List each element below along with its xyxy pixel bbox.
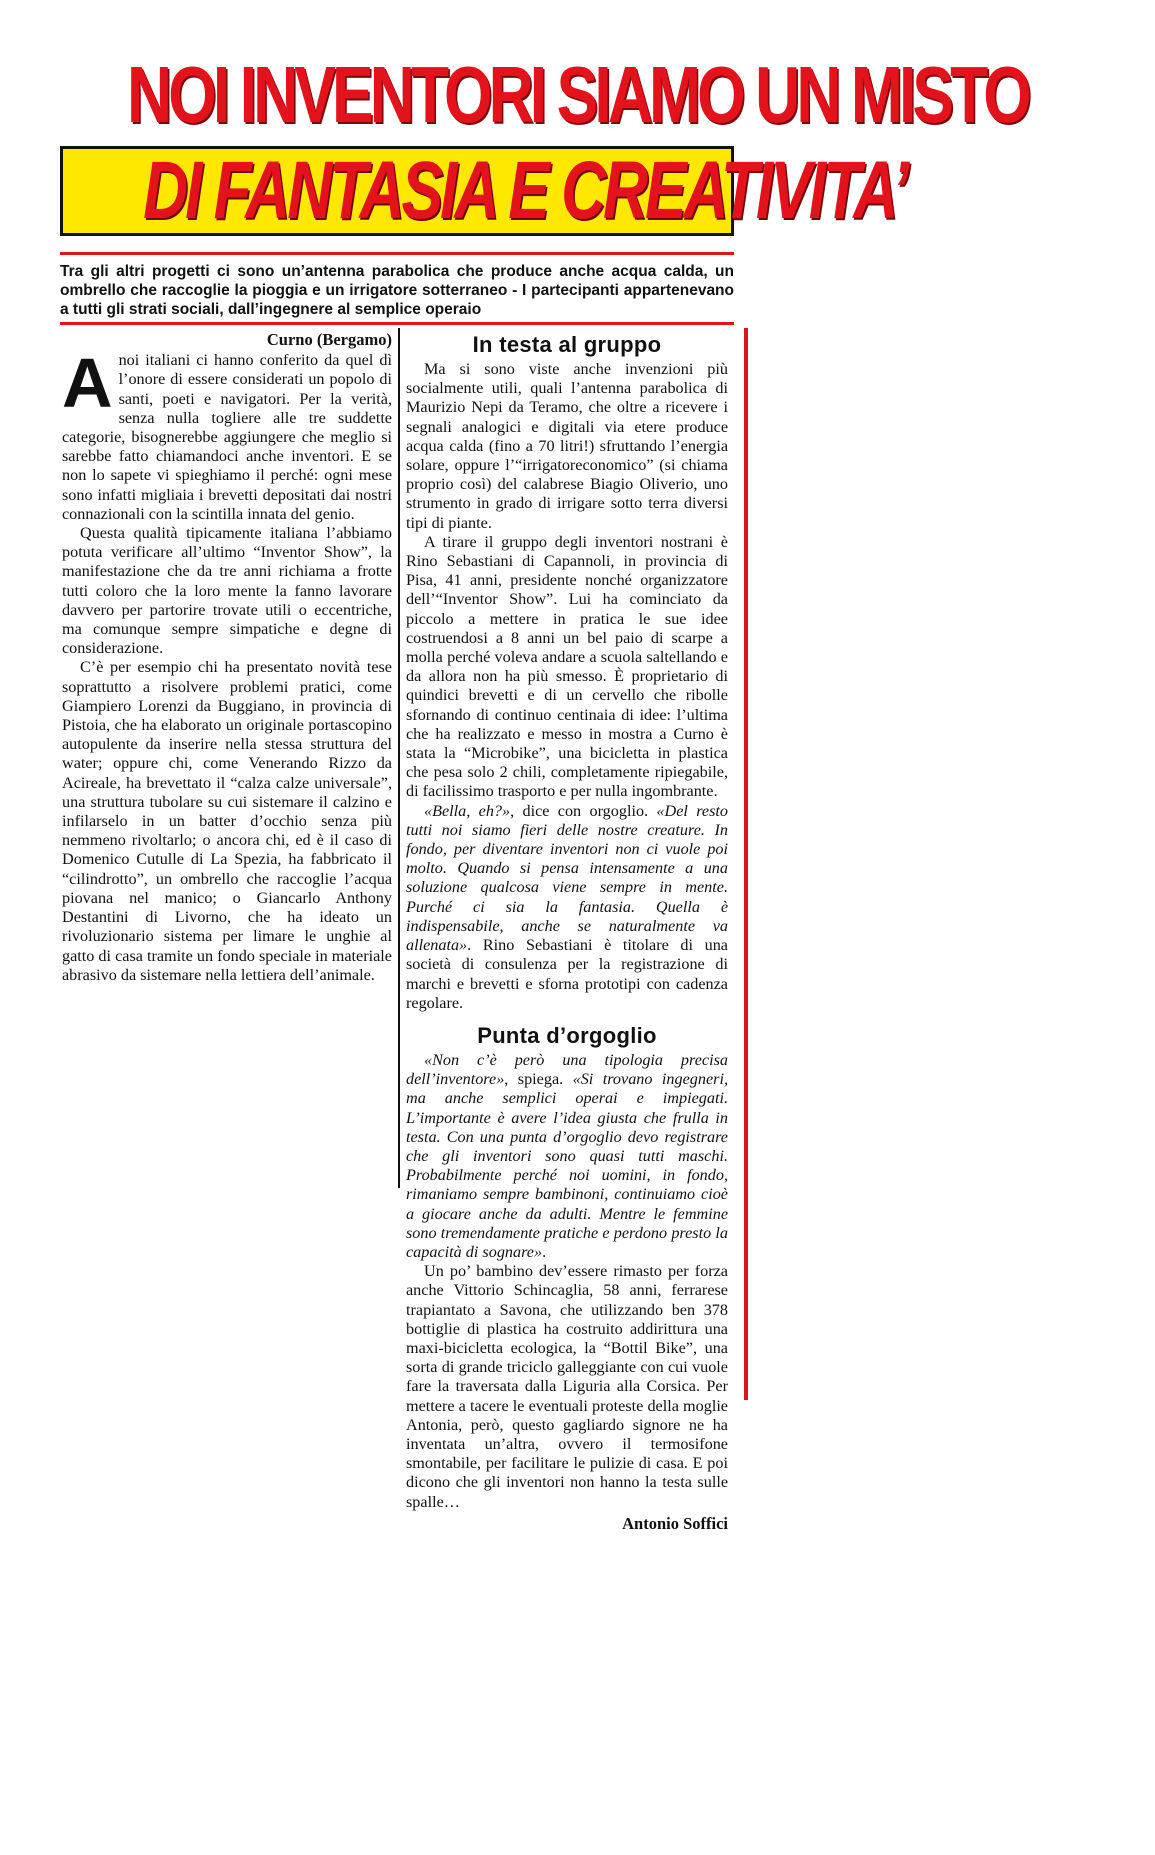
column-divider [398,328,400,1188]
paragraph-text: . [542,1242,547,1261]
subhead-red-rule [60,322,734,325]
article-paragraph: Un po’ bambino dev’essere rimasto per forza anche Vittorio Schincaglia, 58 anni, ferrarese trapiantato a Savona, che utilizzando ben 378 bottiglie di plastica ha costruito addirittura una maxi-bicicletta ecologica, la “Bottil Bike”, una sorta di grande triciclo galleggiante con cui vuole fare la traversata dalla Liguria alla Corsica. Per mettere a tacere le eventuali proteste della moglie Antonia, però, questo gagliardo signore ne ha inventata un’altra, ovvero il termosifone smontabile, per facilitare le pulizie di casa. E poi dicono che gli inventori non hanno la testa sulle spalle… [406,1262,728,1511]
paragraph-text: , spiega. [504,1070,573,1089]
paragraph-text: . Rino Sebastiani è titolare di una società di consulenza per la registrazione di marchi e brevetti e sforna prototipi con cadenza regolare. [406,936,728,1012]
subheadline: Tra gli altri progetti ci sono un’antenna parabolica che produce anche acqua calda, un ombrello che raccoglie la pioggia e un irrigatore sotterraneo - I partecipanti appartenevano a tutti gli strati sociali, dall’ingegnere al semplice operaio [60,263,734,318]
headline-line-1 [0,50,1028,139]
quote-text: «Bella, eh?» [424,801,511,820]
paragraph-text: , dice con orgoglio. [510,801,657,820]
quote-text: «Del resto tutti noi siamo fieri delle nostre creature. In fondo, per diventare inventori non ci vuole poi molto. Quando si pensa intensamente a una soluzione qualcosa viene sempre in mente. Purché ci sia la fantasia. Quella è indispensabile, anche se naturalmente va allenata» [406,801,728,955]
quote-text: «Si trovano ingegneri, ma anche semplici operai e impiegati. L’importante è avere l’idea giusta che frulla in testa. Con una punta d’orgoglio devo registrare che gli inventori sono quasi tutti maschi. Probabilmente perché noi uomini, in fondo, rimaniamo sempre bambinoni, continuiamo cioè a giocare anche da adulti. Mentre le femmine sono tremendamente pratiche e perdono presto la capacità di sognare» [406,1070,728,1261]
article-paragraph-quote [406,1051,728,1262]
headline-line-1-text: NOI INVENTORI SIAMO UN MISTO [127,50,1028,139]
section-heading-in-testa: In testa al gruppo [472,332,662,357]
right-red-rule [744,328,748,1400]
article-paragraph: C’è per esempio chi ha presentato novità tese soprattutto a risolvere problemi pratici, come Giampiero Lorenzi da Buggiano, in provincia di Pistoia, che ha elaborato un originale portascopino autopulente da inserire nella stessa struttura del water; oppure chi, come Venerando Rizzo da Acireale, ha brevettato il “calza calze universale”, una struttura tubolare su cui sistemare il calzino e infilarselo in un batter d’occhio senza più nemmeno rivoltarlo; o ancora chi, ed è il caso di Domenico Cutulle di La Spezia, ha fabbricato il “cilindrotto”, un ombrello che raccoglie l’acqua piovana nel manico; o Giancarlo Anthony Destantini di Livorno, che ha ideato un rivoluzionario sistema per limare le unghie al gatto di casa tramite un fondo speciale in materiale abrasivo da sistemare nella lettiera dell’animale. [62,658,392,984]
section-heading-punta: Punta d’orgoglio [477,1022,657,1048]
author-signature: Antonio Soffici [622,1513,728,1533]
article-paragraph: Questa qualità tipicamente italiana l’abbiamo potuta verificare all’ultimo “Inventor Show”, la manifestazione che da tre anni richiama a frotte tutti coloro che la loro mente la fanno lavorare davvero per partorire trovate utili o eccentriche, ma comunque sempre simpatiche e degne di considerazione. [62,524,392,658]
article-paragraph: A tirare il gruppo degli inventori nostrani è Rino Sebastiani di Capannoli, in provincia di Pisa, 41 anni, presidente nonché organizzatore dell’“Inventor Show”. Lui ha cominciato da piccolo a mettere in pratica le sue idee costruendosi a 8 anni un bel paio di scarpe a molla perché voleva andare a scuola saltellando e da allora non ha più smesso. È proprietario di quindici brevetti e di un cervello che ribolle sfornando di continuo centinaia di idee: l’ultima che ha realizzato e messo in mostra a Curno è stata la “Microbike”, una bicicletta in plastica che pesa solo 2 chili, completamente ripiegabile, di facilissimo trasporto e per nulla ingombrante. [406,532,728,801]
paragraph-text: noi italiani ci hanno conferito da quel dì l’onore di essere considerati un popolo di santi, poeti e navigatori. Per la verità, senza nulla togliere alle tre suddette categorie, bisognerebbe aggiungere che meglio si sarebbe fatto chiamandoci anche inventori. E se non lo sapete vi spieghiamo il perché: ogni mese sono infatti migliaia i brevetti depositati dai nostri connazionali con la scintilla innata del genio. [62,351,392,523]
dateline: Curno (Bergamo) [266,330,392,349]
article-paragraph-quote [406,802,728,1013]
headline-line-2-text: DI FANTASIA E CREATIVITA’ [143,145,907,236]
article-column-right [406,332,728,1533]
headline-banner [60,145,907,236]
article-paragraph [62,344,392,524]
article-paragraph: Ma si sono viste anche invenzioni più socialmente utili, quali l’antenna parabolica di Maurizio Nepi da Teramo, che oltre a ricevere i segnali analogici e digitali via etere produce acqua calda (fino a 70 litri!) sfruttando l’energia solare, oppure l’“irrigatoreconomico” (si chiama proprio così) del calabrese Biagio Oliverio, uno strumento in grado di irrigare sotto terra diversi tipi di piante. [406,360,728,532]
quote-text: «Non c’è però una tipologia precisa dell’inventore» [406,1050,728,1089]
top-red-rule [60,252,734,255]
drop-cap: A [62,344,113,423]
article-column-left [62,330,392,985]
